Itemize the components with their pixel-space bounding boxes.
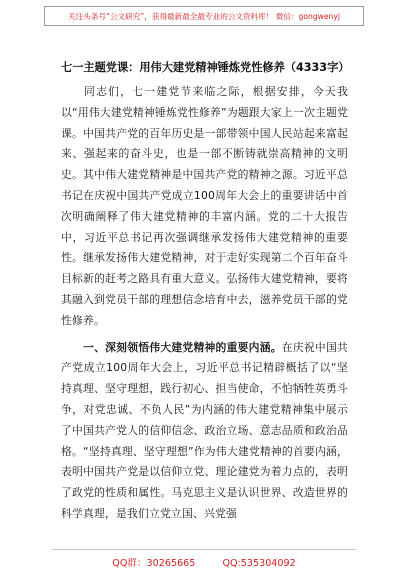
paragraph-text: 在庆祝中国共产党成立100周年大会上，习近平总书记精辟概括了以“坚持真理、坚守理想，践行初心、担当使命，不怕牺牲英勇斗争，对党忠诚、不负人民”为内涵的伟大建党精神集中展示了中国共产党人的信仰信念、政治立场、意志品质和政治品格。“坚持真理、坚守理想”作为伟大建党精神的首要内涵，表明中国共产党是以信仰立党、理论建党为着力点的，表明了政党的性质和属性。马克思主义是认识世界、改造世界的科学真理，是我们立党立国、兴党强 — [61, 340, 348, 520]
top-banner: 关注头条号“公文研究”，获得最新最全最专业的公文资料库！ 微信：gongwenyj — [44, 6, 364, 26]
footer-divider — [52, 549, 356, 550]
document-body — [61, 60, 348, 525]
paragraph-text: 同志们，七一建党节来临之际，根据安排，今天我以“用伟大建党精神锤炼党性修养”为题跟大家上一次主题党课。中国共产党的百年历史是一部带领中国人民站起来富起来、强起来的奋斗史，也是一部不断铸就崇高精神的文明史。其中伟大建党精神是中国共产党的精神之源。习近平总书记在庆祝中国共产党成立100周年大会上的重要讲话中首次明确阐释了伟大建党精神的丰富内涵。党的二十大报告中，习近平总书记再次强调继承发扬伟大建党精神的重要性。继承发扬伟大建党精神，对于走好实现第二个百年奋斗目标新的赶考之路具有重大意义。弘扬伟大建党精神，要将其融入到党员干部的理想信念培育中去，滋养党员干部的党性修养。 — [61, 85, 348, 327]
document-title: 七一主题党课：用伟大建党精神锤炼党性修养（4333字） — [61, 61, 350, 74]
footer-qq-group: QQ群：30265665 — [112, 558, 196, 569]
section-heading: 一、深刻领悟伟大建党精神的重要内涵。 — [83, 340, 282, 354]
footer-qq-contact: QQ:535304092 — [222, 558, 296, 569]
paragraph-section-1 — [61, 338, 348, 525]
footer — [0, 555, 408, 569]
paragraph-intro — [61, 82, 348, 332]
